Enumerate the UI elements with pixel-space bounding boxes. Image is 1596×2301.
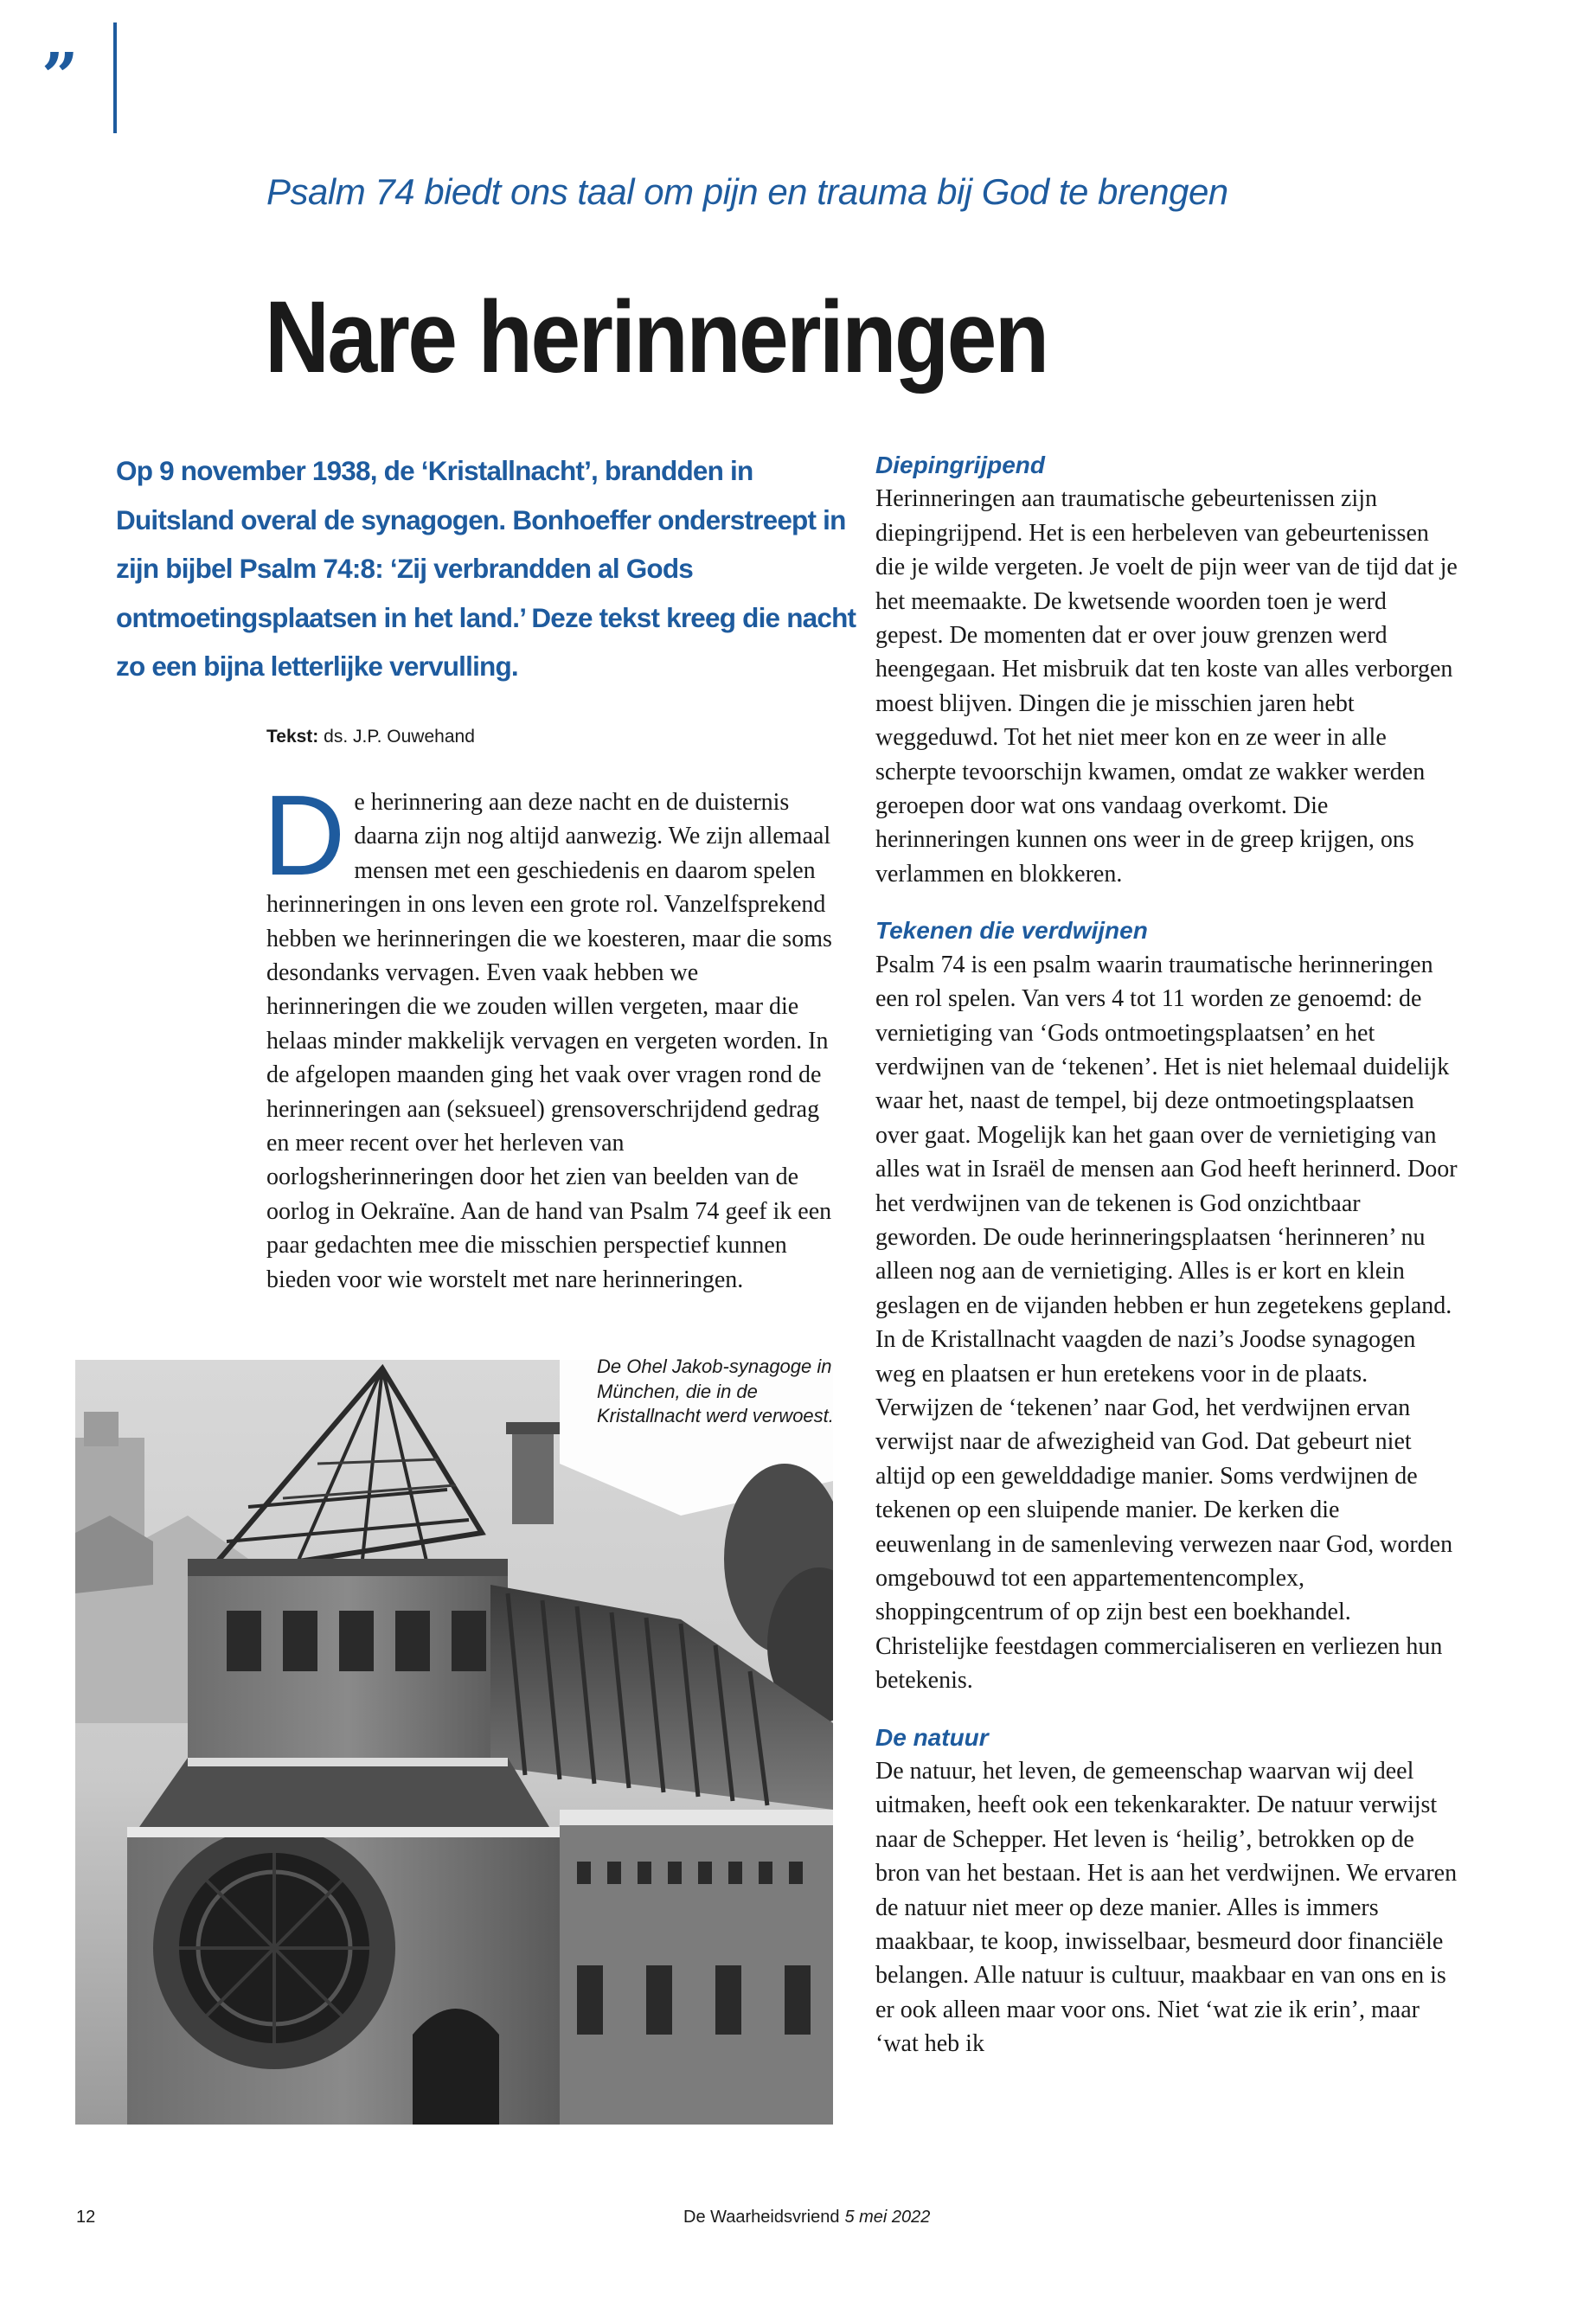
page-number: 12 bbox=[76, 2208, 96, 2227]
article-intro bbox=[116, 446, 877, 691]
byline bbox=[266, 727, 475, 747]
ruined-synagogue-image bbox=[75, 1360, 833, 2125]
subhead-tekenen: Tekenen die verdwijnen bbox=[875, 917, 1148, 945]
dropcap: D bbox=[263, 772, 346, 899]
article-title: Nare herinneringen bbox=[265, 280, 1048, 394]
paragraph-tekenen-2: In de Kristallnacht vaagden de nazi’s Joodse synagogen weg en plaatsen er hun eretekens voor in de plaats. Verwijzen de ‘tekenen’ naar God, het verdwijnen ervan verwijst naar de afwezigheid van God. Dat gebeurt niet altijd op een gewelddadige manier. Soms verdwijnen de tekenen op een sluipende manier. De kerken die eeuwenlang in de samenleving verwezen naar God, worden omgebouwd tot een appartementencomplex, shoppingcentrum of op zijn best een boekhandel. Christelijke feestdagen commercialiseren en verliezen hun betekenis. bbox=[875, 1326, 1453, 1695]
paragraph-tekenen-1: Psalm 74 is een psalm waarin traumatische herinneringen een rol spelen. Van vers 4 tot 11 worden ze genoemd: de vernietiging van ‘Gods ontmoetingsplaatsen’ en het verdwijnen van de ‘tekenen’. Het is niet helemaal duidelijk waar het, naast de tempel, bij deze ontmoetingsplaatsen over gaat. Mogelijk kan het gaan over de vernietiging van alles wat in Israël de mensen aan God heeft herinnerd. Door het verdwijnen van de tekenen is God onzichtbaar geworden. De oude herinneringsplaatsen ‘herinneren’ nu alleen nog aan de vernietiging. Alles is er kort en klein geslagen en de vijanden hebben er hun zegetekens gepland. bbox=[875, 951, 1458, 1319]
subhead-natuur: De natuur bbox=[875, 1723, 989, 1751]
article-kicker: Psalm 74 biedt ons taal om pijn en trauma bij God te brengen bbox=[266, 171, 1228, 212]
left-paragraph: e herinnering aan deze nacht en de duisternis daarna zijn nog altijd aanwezig. We zijn allemaal mensen met een geschiedenis en daarom spelen herinneringen in ons leven een grote rol. Vanzelfsprekend hebben we herinneringen die we koesteren, maar die soms desondanks vervagen. Even vaak hebben we herinneringen die we zouden willen vergeten, maar die helaas minder makkelijk vervagen en vergeten worden. In de afgelopen maanden ging het vaak over vragen rond de herinneringen aan (seksueel) grensoverschrijdend gedrag en meer recent over het herleven van oorlogsherinneringen door het zien van beelden van de oorlog in Oekraïne. Aan de hand van Psalm 74 geef ik een paar gedachten mee die misschien perspectief kunnen bieden voor wie worstelt met nare herinneringen. bbox=[266, 789, 832, 1293]
intro-text: Op 9 november 1938, de ‘Kristallnacht’, brandden in Duitsland overal de synagogen. Bonhoeffer onderstreept in zijn bijbel Psalm 74:8: ‘Zij verbrandden al Gods ontmoetingsplaatsen in het land.’ Deze tekst kreeg die nacht zo een bijna letterlijke vervulling. bbox=[116, 455, 856, 682]
photo-caption: De Ohel Jakob-synagoge in München, die in de Kristallnacht werd verwoest. bbox=[597, 1356, 834, 1426]
synagogue-photo bbox=[75, 1360, 833, 2125]
magazine-name: De Waarheidsvriend bbox=[683, 2208, 840, 2227]
byline-author: ds. J.P. Ouwehand bbox=[324, 727, 475, 747]
paragraph-diepingrijpend: Herinneringen aan traumatische gebeurtenissen zijn diepingrijpend. Het is een herbeleven van gebeurtenissen die je wilde vergeten. Je voelt de pijn weer van de tijd dat je het meemaakte. De kwetsende woorden toen je werd gepest. De momenten dat er over jouw grenzen werd heengegaan. Het misbruik dat ten koste van alles verborgen moest blijven. Dingen die je misschien jaren hebt weggeduwd. Tot het niet meer kon en ze weer in alle scherpte tevoorschijn kwamen, omdat ze wakker werden geroepen door wat ons vandaag overkomt. Die herinneringen kunnen ons weer in de greep krijgen, ons verlammen en blokkeren. bbox=[875, 485, 1458, 888]
issue-date: 5 mei 2022 bbox=[844, 2208, 931, 2227]
left-column bbox=[263, 772, 834, 1297]
quote-divider bbox=[113, 22, 117, 133]
quote-mark-icon: ” bbox=[42, 40, 79, 114]
byline-label: Tekst: bbox=[266, 727, 319, 747]
right-column bbox=[875, 448, 1460, 2061]
magazine-footer bbox=[683, 2208, 930, 2227]
paragraph-natuur: De natuur, het leven, de gemeenschap waarvan wij deel uitmaken, heeft ook een tekenkarakter. De natuur verwijst naar de Schepper. Het leven is ‘heilig’, betrokken op de bron van het bestaan. Het is aan het verdwijnen. We ervaren de natuur niet meer op deze manier. Alles is immers maakbaar, te koop, inwisselbaar, besmeurd door financiële belangen. Alle natuur is cultuur, maakbaar en van ons en is er ook alleen maar voor ons. Niet ‘wat zie ik erin’, maar ‘wat heb ik bbox=[875, 1758, 1458, 2058]
subhead-diepingrijpend: Diepingrijpend bbox=[875, 452, 1045, 478]
